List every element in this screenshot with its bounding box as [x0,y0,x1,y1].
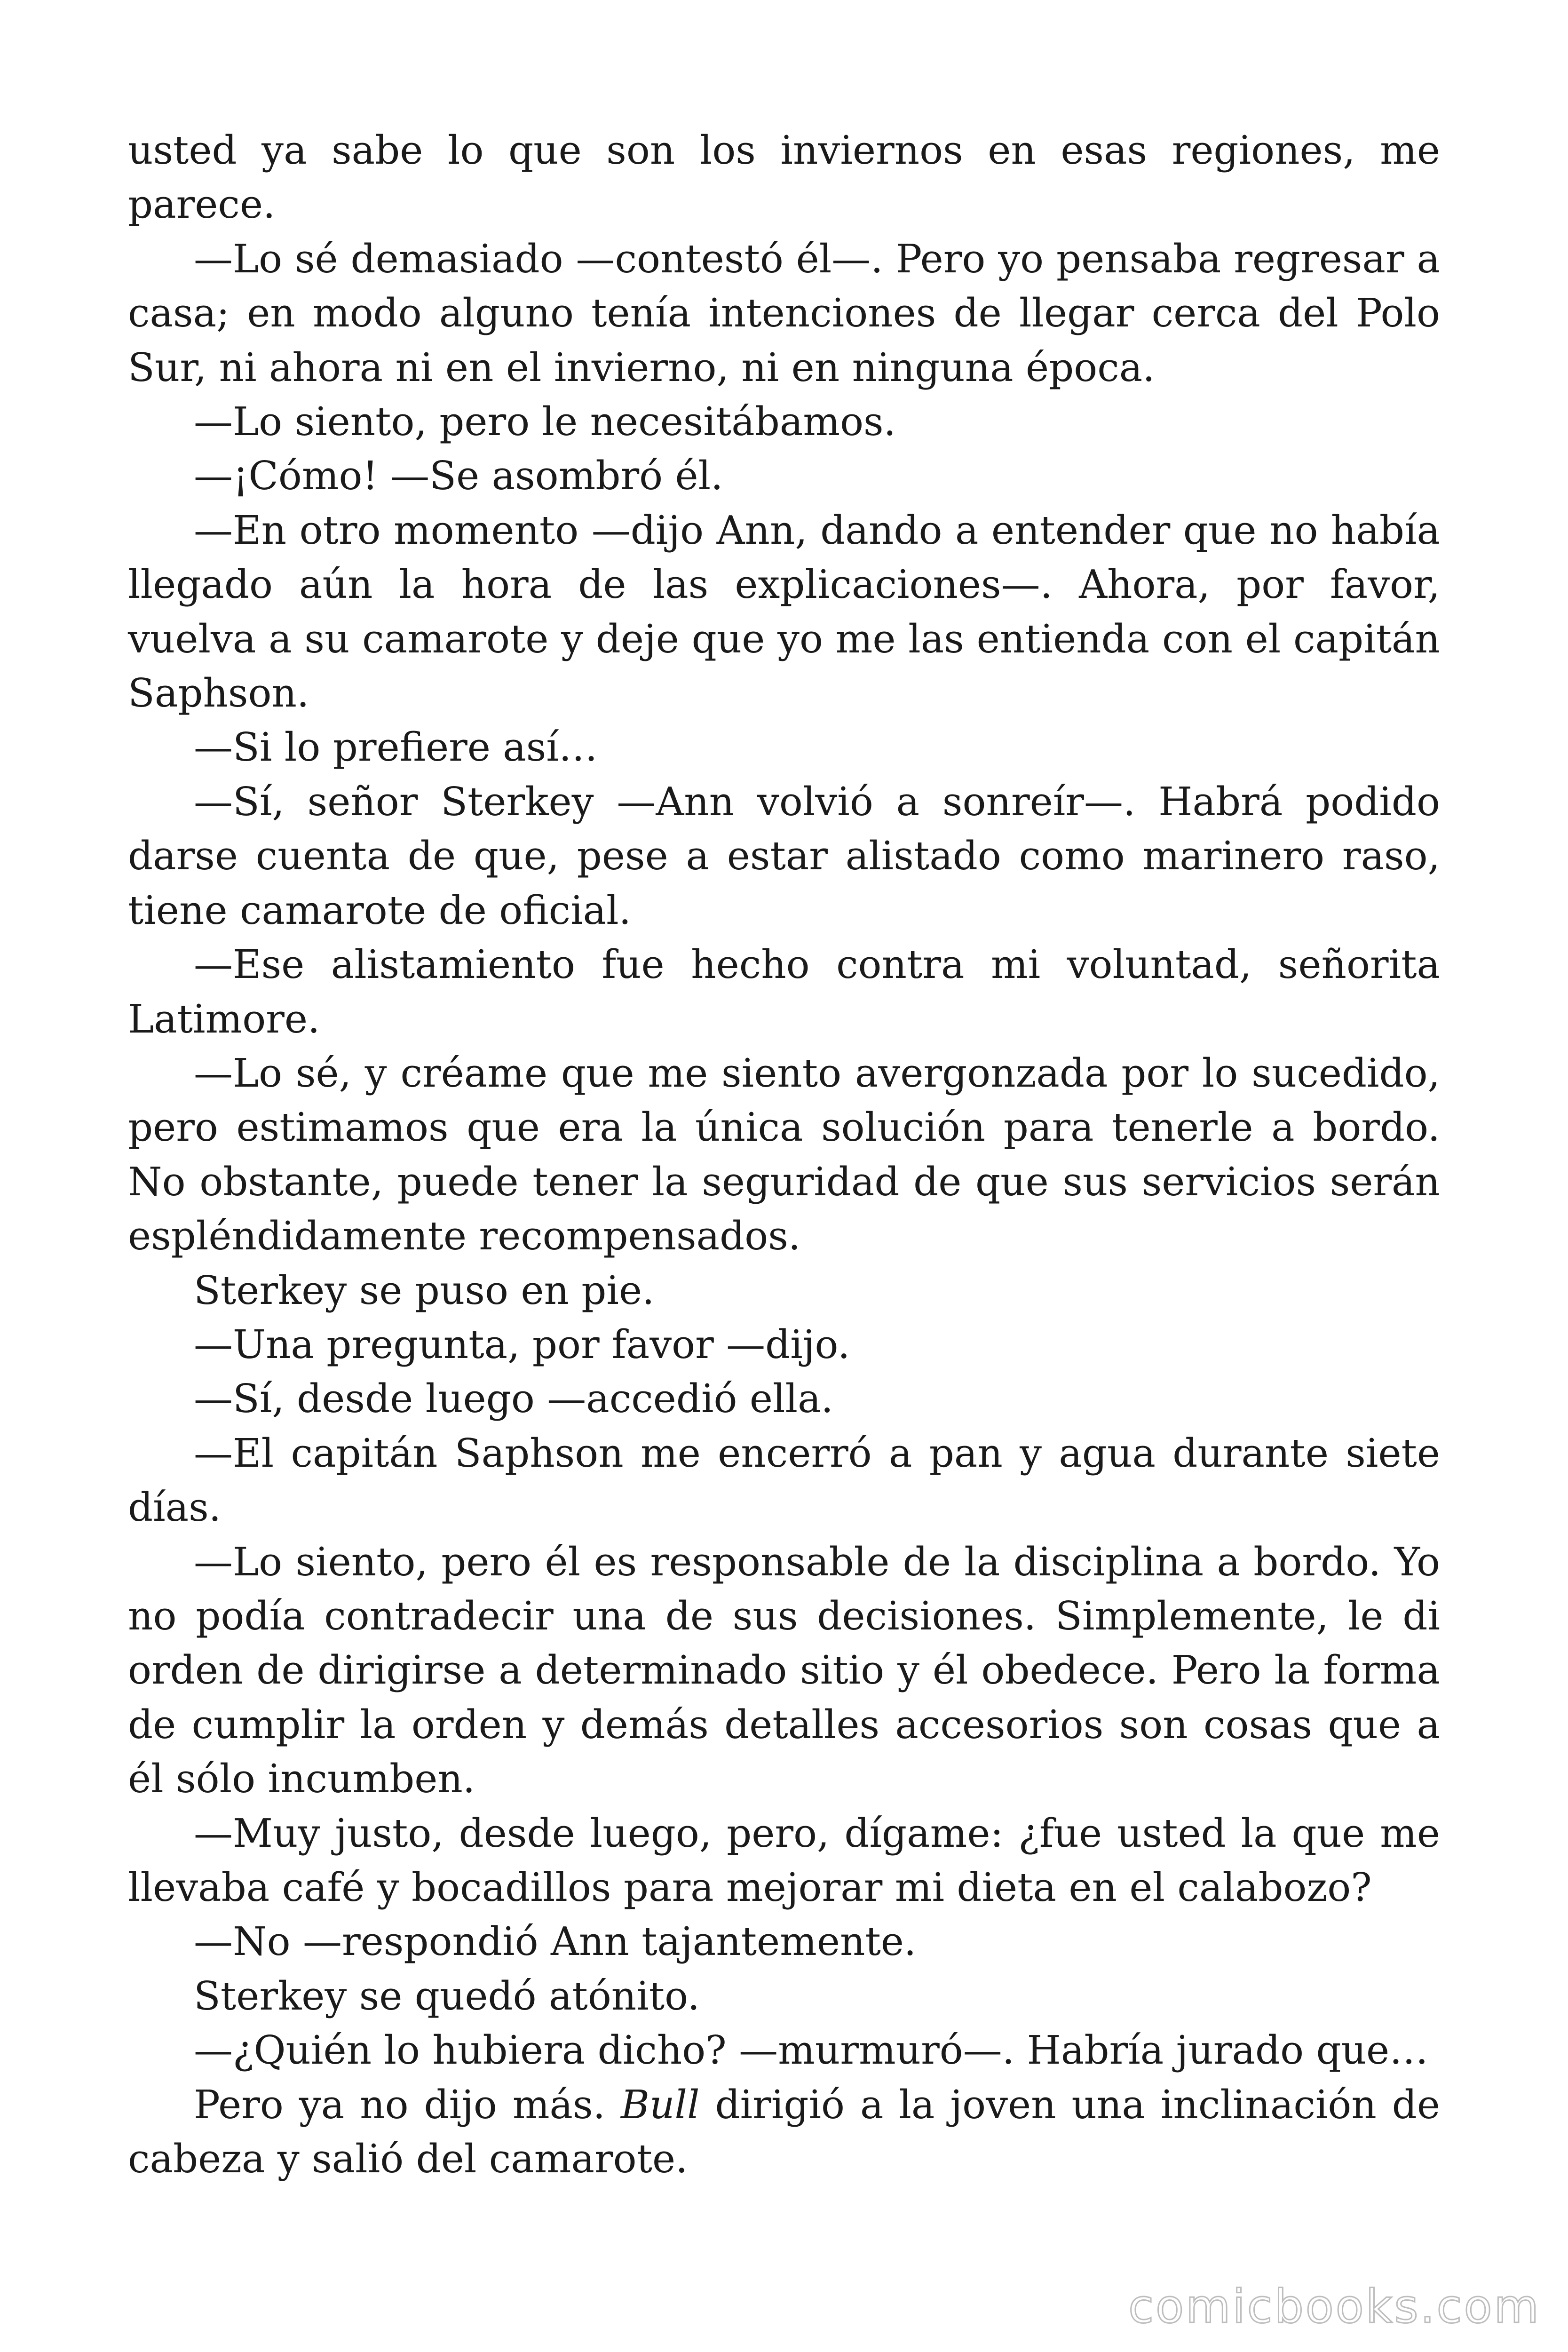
last-paragraph-after: dirigió a la joven una inclinación de cabeza y salió del camarote. [128,2082,1440,2182]
paragraph: —¿Quién lo hubiera dicho? —murmuró—. Habría jurado que… [194,2027,1429,2074]
paragraph: Sterkey se quedó atónito. [194,1973,700,2019]
paragraph: —En otro momento —dijo Ann, dando a entender que no había llegado aún la hora de las explicaciones—. Ahora, por favor, vuelva a su camarote y deje que yo me las entienda con el capitán Saphson. [128,507,1440,716]
paragraph: —Lo sé demasiado —contestó él—. Pero yo pensaba regresar a casa; en modo alguno tenía intenciones de llegar cerca del Polo Sur, ni ahora ni en el invierno, ni en ninguna época. [128,236,1440,390]
paragraph: —Lo siento, pero le necesitábamos. [194,399,896,445]
body-text [128,123,1440,2186]
paragraph: —Si lo prefiere así… [194,724,598,771]
paragraph: —Sí, señor Sterkey —Ann volvió a sonreír—. Habrá podido darse cuenta de que, pese a estar alistado como marinero raso, tiene camarote de oficial. [128,779,1440,933]
paragraph: —¡Cómo! —Se asombró él. [194,453,723,499]
paragraph: —Lo sé, y créame que me siento avergonzada por lo sucedido, pero estimamos que era la única solución para tenerle a bordo. No obstante, puede tener la seguridad de que sus servicios serán espléndidamente recompensados. [128,1050,1440,1259]
paragraph: —Ese alistamiento fue hecho contra mi voluntad, señorita Latimore. [128,942,1440,1042]
paragraph: —Lo siento, pero él es responsable de la disciplina a bordo. Yo no podía contradecir una de sus decisiones. Simplemente, le di orden de dirigirse a determinado sitio y él obedece. Pero la forma de cumplir la orden y demás detalles accesorios son cosas que a él sólo incumben. [128,1539,1440,1802]
last-paragraph-before: Pero ya no dijo más. [194,2082,621,2128]
paragraph: usted ya sabe lo que son los inviernos en esas regiones, me parece. [128,127,1440,228]
paragraph: —El capitán Saphson me encerró a pan y agua durante siete días. [128,1430,1440,1531]
paragraph: —No —respondió Ann tajantemente. [194,1919,917,1965]
paragraph: —Sí, desde luego —accedió ella. [194,1376,833,1422]
watermark-logo: comicbooks.com [1128,2280,1541,2334]
paragraph: —Una pregunta, por favor —dijo. [194,1321,850,1367]
paragraph: Sterkey se puso en pie. [194,1267,655,1313]
paragraph: —Muy justo, desde luego, pero, dígame: ¿fue usted la que me llevaba café y bocadillos para mejorar mi dieta en el calabozo? [128,1810,1440,1910]
paragraph-last [128,2078,1440,2186]
italic-name: Bull [620,2082,700,2128]
